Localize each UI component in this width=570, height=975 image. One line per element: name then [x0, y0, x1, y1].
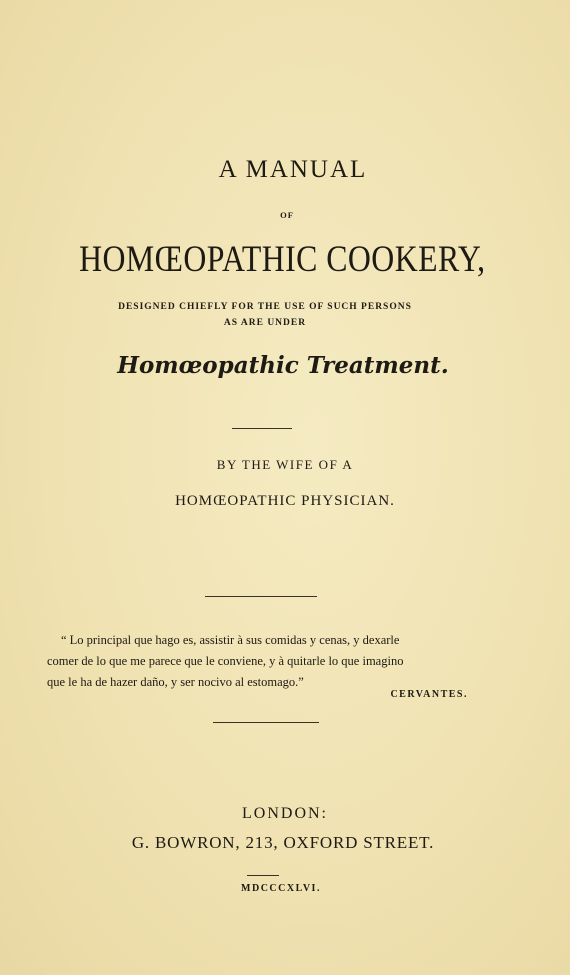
- subtitle-line-1: DESIGNED CHIEFLY FOR THE USE OF SUCH PERSONS: [118, 302, 412, 312]
- subtitle-line-2: AS ARE UNDER: [223, 318, 307, 328]
- byline-line-1: BY THE WIFE OF A: [216, 457, 354, 472]
- divider-rule-4: [247, 875, 279, 876]
- imprint-year: MDCCCXLVI.: [241, 883, 321, 894]
- treatment-heading: Homœopathic Treatment.: [117, 352, 449, 379]
- epigraph-line: comer de lo que me parece que le conviene, y à quitarle lo que imagino: [47, 654, 404, 668]
- byline-line-2: HOMŒOPATHIC PHYSICIAN.: [175, 493, 395, 509]
- epigraph-attribution: CERVANTES.: [390, 689, 468, 700]
- divider-rule-2: [205, 596, 317, 597]
- divider-rule-1: [232, 428, 292, 429]
- epigraph-line: “ Lo principal que hago es, assistir à sus comidas y cenas, y dexarle: [61, 633, 400, 647]
- divider-rule-3: [213, 722, 319, 723]
- epigraph-line: que le ha de hazer daño, y ser nocivo al estomago.”: [47, 675, 304, 689]
- title-of: OF: [280, 210, 294, 220]
- epigraph: [47, 630, 487, 693]
- imprint-city: LONDON:: [242, 805, 328, 822]
- title-line-1: A MANUAL: [218, 156, 368, 183]
- title-line-2: HOMŒOPATHIC COOKERY,: [79, 239, 486, 280]
- imprint-publisher: G. BOWRON, 213, OXFORD STREET.: [131, 833, 435, 852]
